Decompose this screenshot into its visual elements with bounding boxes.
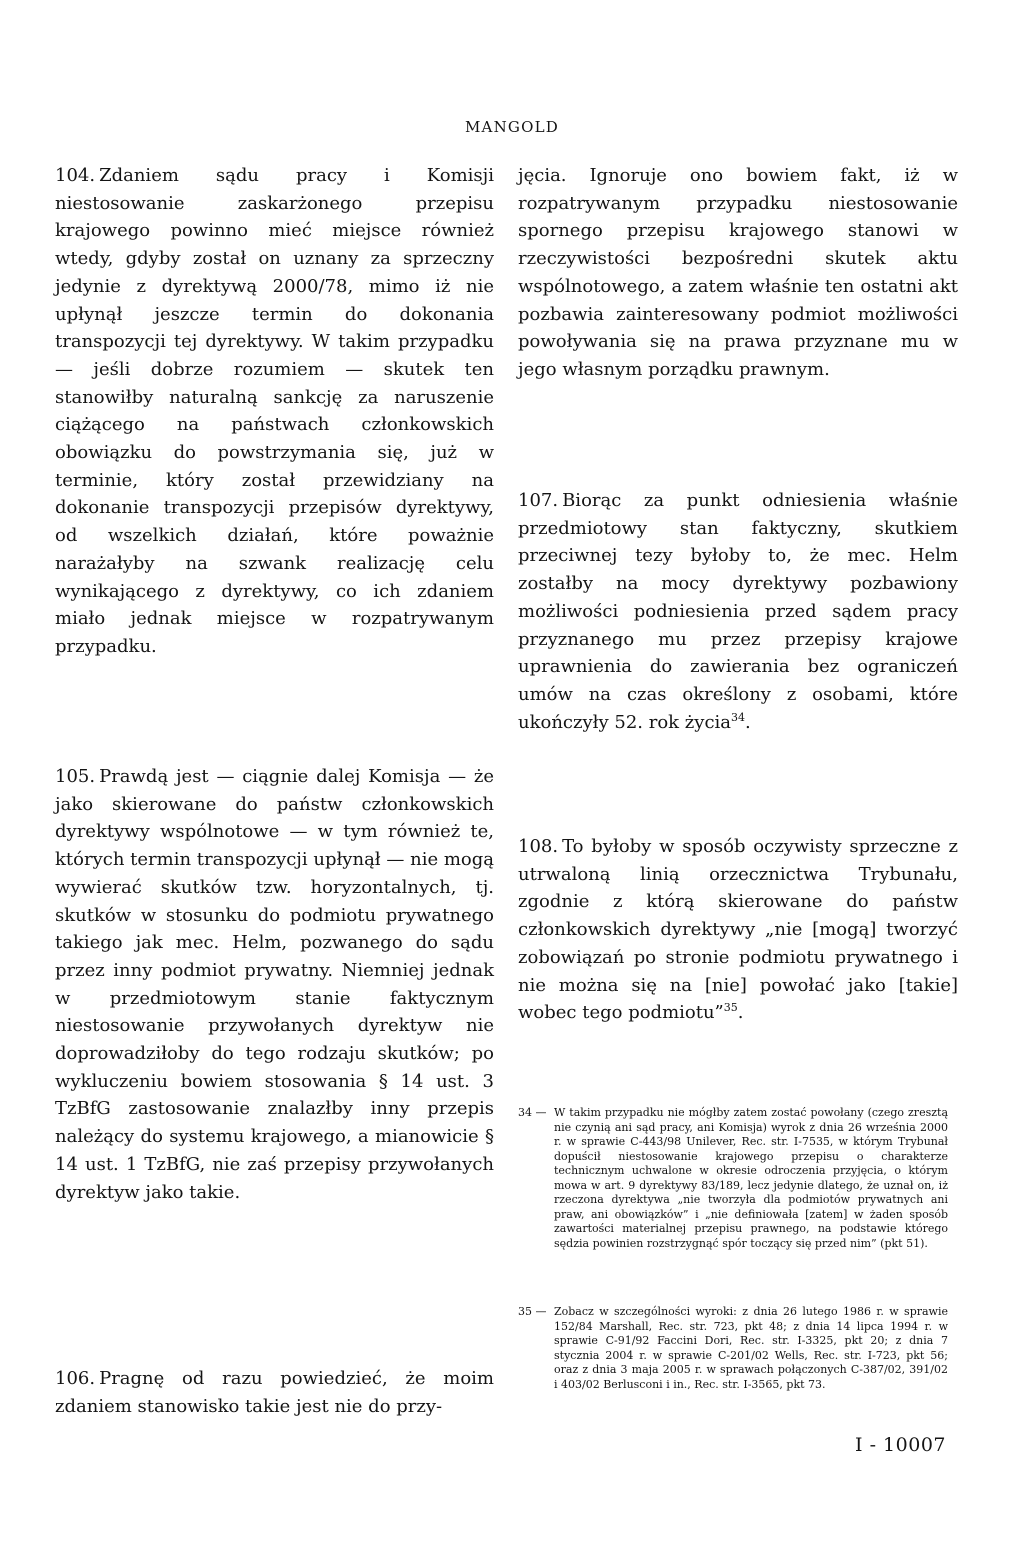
paragraph-105 [55,763,494,1206]
paragraph-107 [518,487,958,736]
paragraph-number: 105. [55,766,96,787]
paragraph-text: Pragnę od razu powiedzieć, że moim zdaniem stanowisko takie jest nie do przy- [55,1368,494,1417]
paragraph-number: 108. [518,836,559,857]
paragraph-number: 104. [55,165,96,186]
paragraph-106-continuation [518,162,958,384]
page-number: I - 10007 [855,1434,946,1456]
footnote-ref-35[interactable]: 35 [723,1001,738,1015]
paragraph-number: 106. [55,1368,96,1389]
footnote-34 [518,1106,948,1251]
footnote-number: 35 — [518,1305,547,1318]
paragraph-text: Biorąc za punkt odniesienia właśnie przedmiotowy stan faktyczny, skutkiem przeciwnej tezy byłoby to, że mec. Helm zostałby na mocy dyrektywy pozbawiony możliwości podniesienia przed sądem pracy przyznanego mu przez przepisy krajowe uprawnienia do zawierania bez ograniczeń umów na czas określony z osobami, które ukończyły 52. rok życia [518,490,958,733]
footnote-text: Zobacz w szczególności wyroki: z dnia 26 lutego 1986 r. w sprawie 152/84 Marshall, Rec. str. 723, pkt 48; z dnia 14 lipca 1994 r. w sprawie C-91/92 Faccini Dori, Rec. str. I-3325, pkt 20; z dnia 7 stycznia 2004 r. w sprawie C-201/02 Wells, Rec. str. I-723, pkt 56; oraz z dnia 3 maja 2005 r. w sprawach połączonych C-387/02, 391/02 i 403/02 Berlusconi i in., Rec. str. I-3565, pkt 73. [554,1305,948,1391]
running-head: MANGOLD [465,118,559,136]
paragraph-104 [55,162,494,661]
paragraph-text: Zdaniem sądu pracy i Komisji niestosowanie zaskarżonego przepisu krajowego powinno mieć miejsce również wtedy, gdyby został on uznany za sprzeczny jedynie z dyrektywą 2000/78, mimo iż nie upłynął jeszcze termin do dokonania transpozycji tej dyrektywy. W takim przypadku — jeśli dobrze rozumiem — skutek ten stanowiłby naturalną sankcję za naruszenie ciążącego na państwach członkowskich obowiązku do powstrzymania się, już w terminie, który został przewidziany na dokonanie transpozycji przepisów dyrektywy, od wszelkich działań, które poważnie narażałyby na szwank realizację celu wynikającego z dyrektywy, co ich zdaniem miało jednak miejsce w rozpatrywanym przypadku. [55,165,494,657]
paragraph-text: To byłoby w sposób oczywisty sprzeczne z utrwaloną linią orzecznictwa Trybunału, zgodnie z którą skierowane do państw członkowskich dyrektywy „nie [mogą] tworzyć zobowiązań po stronie podmiotu prywatnego i nie można się na [nie] powołać jako [takie] wobec tego podmiotu” [518,836,958,1024]
footnote-ref-34[interactable]: 34 [731,710,746,724]
paragraph-108 [518,833,958,1027]
footnote-35 [518,1305,948,1392]
paragraph-tail: . [737,1002,744,1024]
paragraph-text: jęcia. Ignoruje ono bowiem fakt, iż w rozpatrywanym przypadku niestosowanie spornego przepisu krajowego stanowi w rzeczywistości bezpośredni skutek aktu wspólnotowego, a zatem właśnie ten ostatni akt pozbawia zainteresowany podmiot możliwości powoływania się na prawa przyznane mu w jego własnym porządku prawnym. [518,165,958,380]
paragraph-number: 107. [518,490,559,511]
footnote-number: 34 — [518,1106,547,1119]
footnote-text: W takim przypadku nie mógłby zatem zostać powołany (czego zresztą nie czynią ani sąd pracy, ani Komisja) wyrok z dnia 26 września 2000 r. w sprawie C-443/98 Unilever, Rec. str. I-7535, w którym Trybunał dopuścił niestosowanie krajowego przepisu o charakterze technicznym uchwalone w okresie odroczenia przyjęcia, o którym mowa w art. 9 dyrektywy 83/189, lecz jedynie dlatego, że uznał on, iż rzeczona dyrektywa „nie tworzyła dla podmiotów prywatnych ani praw, ani obowiązków” i „nie definiowała [zatem] w żaden sposób zawartości materialnej przepisu prawnego, na podstawie którego sędzia powinien rozstrzygnąć spór toczący się przed nim” (pkt 51). [554,1106,948,1250]
paragraph-106 [55,1365,494,1420]
paragraph-text: Prawdą jest — ciągnie dalej Komisja — że jako skierowane do państw członkowskich dyrektywy wspólnotowe — w tym również te, których termin transpozycji upłynął — nie mogą wywierać skutków tzw. horyzontalnych, tj. skutków w stosunku do podmiotu prywatnego takiego jak mec. Helm, pozwanego do sądu przez inny podmiot prywatny. Niemniej jednak w przedmiotowym stanie faktycznym niestosowanie przywołanych dyrektyw nie doprowadziłoby do tego rodzaju skutków; po wykluczeniu bowiem stosowania § 14 ust. 3 TzBfG zastosowanie znalazłby inny przepis należący do systemu krajowego, a mianowicie § 14 ust. 1 TzBfG, nie zaś przepisy przywołanych dyrektyw jako takie. [55,766,494,1203]
paragraph-tail: . [745,711,751,733]
